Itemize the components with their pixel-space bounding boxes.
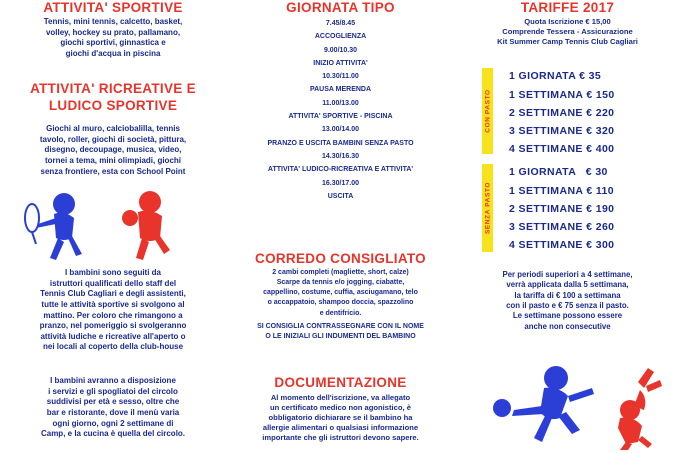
text-line: pranzo, nel pomeriggio si svolgeranno [39,321,187,331]
heading-giornata-tipo: GIORNATA TIPO [286,0,395,15]
heading-documentazione: DOCUMENTAZIONE [274,375,407,390]
schedule-time: 7.45/8.45 [325,20,356,27]
text-line: tutte le attività sportive si svolgono al [41,299,185,309]
red-kid-cartwheel-figure [618,368,662,450]
price-row: 2 SETTIMANE € 220 [509,107,615,119]
price-row: 1 SETTIMANA € 150 [509,89,615,101]
text-line: Le settimane possono essere [512,311,623,321]
text-line: Per periodi superiori a 4 settimane, [502,270,633,279]
periodi-paragraph [455,270,680,332]
corredo-list [226,268,455,342]
schedule-activity: PAUSA MERENDA [309,86,372,94]
text-line: disegno, decoupage, musica, video, [44,145,182,155]
staff-paragraph [0,268,226,353]
senza-pasto-label: SENZA PASTO [484,182,491,234]
text-line: con il pasto e € 75 senza il pasto. [506,301,629,311]
text-line: mattino. Per coloro che rimangono a [43,310,183,320]
text-line: tornei a tema, mini olimpiadi, giochi [44,155,182,165]
heading-attivita-ricreative [0,82,226,113]
quota-info [455,17,680,47]
schedule-activity: ACCOGLIENZA [314,33,367,41]
column-schedule [226,0,455,453]
text-line: senza frontiere, esta con School Point [40,166,186,176]
price-row: 1 SETTIMANA € 110 [509,185,615,197]
text-line: allergie alimentari o qualsiasi informazione [262,423,419,433]
text-line: suddivisi per età e sesso, oltre che [46,397,180,407]
schedule-time: 13.00/14.00 [322,126,359,134]
kids-tennis-illustration [18,188,208,262]
text-line: un certificato medico non agonistico, è [270,403,411,413]
text-line: I bambini sono seguiti da [64,268,161,277]
text-line: istruttori qualificati dello staff del [49,278,177,288]
text-line: Al momento dell'iscrizione, va allegato [270,393,411,402]
kids-sport-illustration [488,362,678,452]
schedule-time: 9.00/10.30 [323,46,358,54]
text-line: Scarpe da tennis e/o jogging, ciabatte, [276,279,405,287]
text-line: Giochi al muro, calciobalilla, tennis [46,124,180,133]
text-line: volley, hockey su prato, pallamano, [45,27,181,37]
schedule-list [226,17,455,203]
column-activities [0,0,226,453]
text-line: ogni giorno, ogni 2 settimane di [52,418,174,428]
con-pasto-tag [482,68,493,154]
text-line: la tariffa di € 100 a settimana [514,290,621,300]
text-line: Comprende Tessera - Assicurazione [502,26,633,36]
schedule-time: 10.30/11.00 [322,73,359,81]
price-row: 1 GIORNATA € 35 [509,70,602,82]
heading-attivita-sportive: ATTIVITA' SPORTIVE [43,0,183,15]
text-line: SI CONSIGLIA CONTRASSEGNARE CON IL NOME [257,322,424,330]
text-line: attività ludiche e ricreative all'aperto o [40,331,186,341]
text-line: obbligatorio dichiarare se il bambino ha [268,413,413,423]
text-line: Kit Summer Camp Tennis Club Cagliari [497,36,638,46]
text-line: bar e ristorante, dove il menù varia [46,407,180,417]
sport-list [0,17,226,60]
documentazione-paragraph [226,393,455,443]
text-line: Camp, e la cucina è quella del circolo. [40,429,186,439]
text-line: O LE INIZIALI GLI INDUMENTI DEL BAMBINO [265,332,416,340]
schedule-activity: ATTIVITA' LUDICO-RICREATIVA E ATTIVITA' [267,166,414,174]
text-line: Tennis Club Cagliari e degli assistenti, [40,289,186,299]
text-line: nei locali al coperto della club-house [42,342,184,352]
blue-kid-figure [25,193,82,260]
schedule-time: 16.30/17.00 [322,179,359,187]
schedule-activity: INIZIO ATTIVITA' [313,59,368,67]
schedule-time: 14.30/16.30 [322,152,359,160]
price-row: 2 SETTIMANE € 190 [509,203,615,215]
schedule-activity: PRANZO E USCITA BAMBINI SENZA PASTO [267,139,414,147]
price-row: 3 SETTIMANE € 260 [509,221,615,233]
con-pasto-label: CON PASTO [484,89,491,133]
heading-tariffe: TARIFFE 2017 [520,0,615,15]
text-line: verrà applicata dalla 5 settimana, [506,280,629,290]
red-kid-figure [122,191,170,260]
heading-line: ATTIVITA' RICREATIVE E [30,81,196,96]
text-line: 2 cambi completi (magliette, short, calze) [272,269,409,276]
blue-kid-kick-figure [493,366,594,442]
text-line: importante che gli istruttori devono sapere. [262,433,419,443]
spogliatoi-paragraph [0,376,226,440]
heading-corredo: CORREDO CONSIGLIATO [255,251,426,266]
schedule-activity: USCITA [327,192,354,200]
text-line: o accappatoio, shampoo doccia, spazzolino [267,299,414,307]
text-line: anche non consecutive [524,321,611,331]
text-line: Tennis, mini tennis, calcetto, basket, [43,17,183,26]
text-line: giochi sportivi, ginnastica e [60,38,166,48]
text-line: Quota Iscrizione € 15,00 [524,17,611,26]
schedule-activity: ATTIVITA' SPORTIVE - PISCINA [288,113,393,121]
text-line: e dentifricio. [319,309,362,317]
text-line: tavolo, roller, giochi di società, pittura, [39,134,187,144]
text-line: giochi d'acqua in piscina [65,48,161,58]
schedule-time: 11.00/13.00 [322,99,359,107]
text-line: cappellino, costume, cuffia, asciugamano, telo [263,289,418,297]
senza-pasto-tag [482,164,493,252]
text-line: i servizi e gli spogliatoi del circolo [48,386,178,396]
price-row: 4 SETTIMANE € 400 [509,143,615,155]
heading-line: LUDICO SPORTIVE [48,98,178,114]
ricreative-list [0,124,226,177]
text-line: I bambini avranno a disposizione [50,376,176,385]
price-row: 4 SETTIMANE € 300 [509,239,615,251]
price-row: 1 GIORNATA € 30 [509,166,608,178]
price-row: 3 SETTIMANE € 320 [509,125,615,137]
